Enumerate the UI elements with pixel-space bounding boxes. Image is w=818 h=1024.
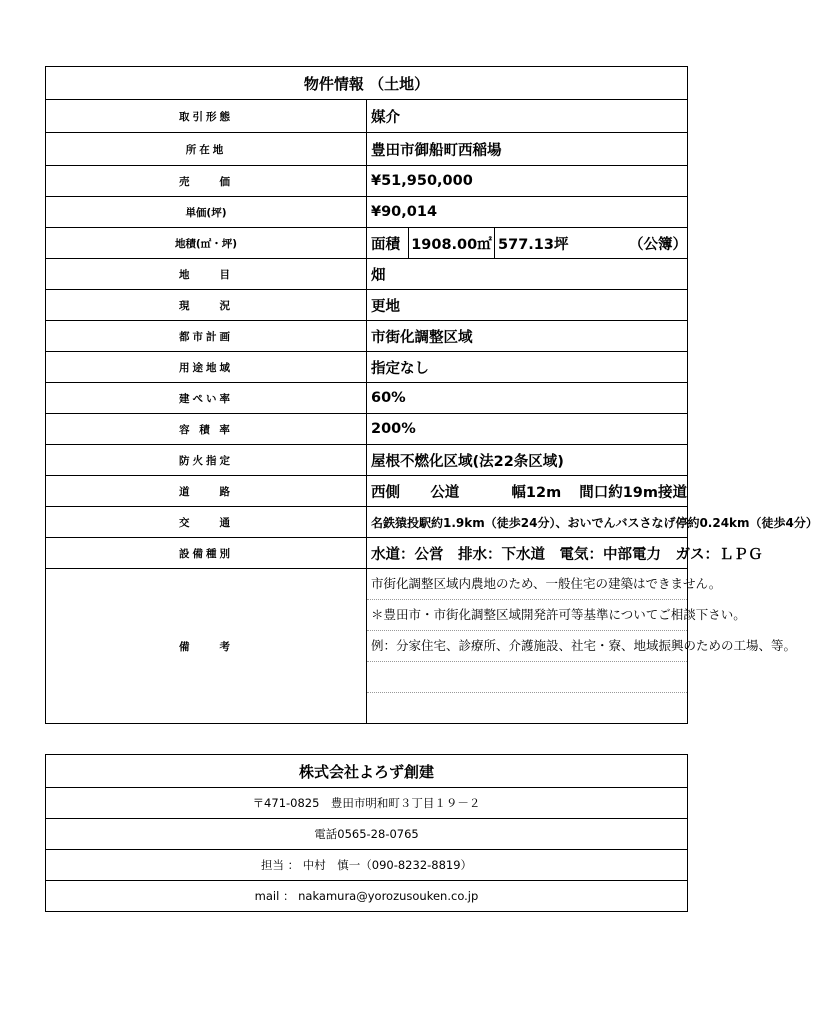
label-price: 売 価 [46,166,367,197]
company-contact: 担当 ： 中村 慎一（090-8232-8819） [46,850,688,881]
remarks-line [367,693,687,723]
value-fire-prevention: 屋根不燃化区域(法22条区域) [367,445,688,476]
value-city-planning: 市街化調整区域 [367,321,688,352]
road-type: 公道 [430,484,460,501]
label-coverage-ratio: 建ぺい率 [46,383,367,414]
label-facilities: 設備種別 [46,538,367,569]
area-basis: （公簿） [628,236,687,253]
road-frontage: 間口約19m接道 [579,484,687,501]
property-title: 物件情報 （土地） [46,67,688,100]
label-current-state: 現 況 [46,290,367,321]
company-info-table [45,754,688,912]
road-direction: 西側 [371,484,400,501]
value-floor-area-ratio: 200% [367,414,688,445]
area-name: 面積 [367,228,409,258]
value-road [367,476,688,507]
value-price: ¥51,950,000 [367,166,688,197]
area-tsubo: 577.13坪 [498,236,569,253]
value-current-state: 更地 [367,290,688,321]
value-transaction-type: 媒介 [367,100,688,133]
value-land-category: 畑 [367,259,688,290]
label-zoning: 用途地域 [46,352,367,383]
road-width: 幅12m [511,484,562,501]
value-transport: 名鉄猿投駅約1.9km（徒歩24分）、おいでんバスさなげ停約0.24km（徒歩4分） [367,507,688,538]
label-fire-prevention: 防火指定 [46,445,367,476]
label-remarks: 備 考 [46,569,367,724]
value-coverage-ratio: 60% [367,383,688,414]
remarks-line [367,662,687,693]
value-facilities: 水道：公営 排水：下水道 電気：中部電力 ガス：ＬＰＧ [367,538,688,569]
label-unit-price: 単価(坪) [46,197,367,228]
remarks-line: 市街化調整区域内農地のため、一般住宅の建築はできません。 [367,569,687,600]
value-area [367,228,688,259]
value-unit-price: ¥90,014 [367,197,688,228]
label-transaction-type: 取引形態 [46,100,367,133]
label-location: 所在地 [46,133,367,166]
value-remarks [367,569,797,724]
company-address: 〒471-0825 豊田市明和町３丁目１９－２ [46,788,688,819]
company-email: mail ： nakamura@yorozusouken.co.jp [46,881,688,912]
remarks-line: 例：分家住宅、診療所、介護施設、社宅・寮、地域振興のための工場、等。 [367,631,687,662]
remarks-line: ＊豊田市・市街化調整区域開発許可等基準についてご相談下さい。 [367,600,687,631]
label-area: 地積(㎡・坪) [46,228,367,259]
company-name: 株式会社よろず創建 [46,755,688,788]
label-city-planning: 都市計画 [46,321,367,352]
label-road: 道 路 [46,476,367,507]
property-info-table [45,66,818,724]
area-sqm: 1908.00㎡ [409,228,495,258]
label-land-category: 地 目 [46,259,367,290]
label-floor-area-ratio: 容 積 率 [46,414,367,445]
value-location: 豊田市御船町西稲場 [367,133,688,166]
company-phone: 電話0565-28-0765 [46,819,688,850]
value-zoning: 指定なし [367,352,688,383]
label-transport: 交 通 [46,507,367,538]
